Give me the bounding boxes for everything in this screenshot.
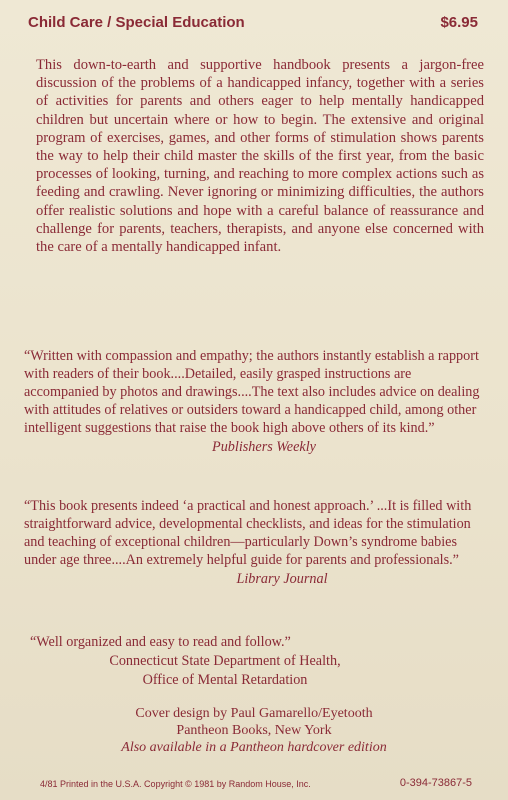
cover-footer	[40, 779, 472, 789]
review-source: Library Journal	[236, 571, 328, 587]
review-source-line-2: Office of Mental Retardation	[142, 672, 308, 688]
description-blurb: This down-to-earth and supportive handbook presents a jargon-free discussion of the problems of a handicapped infancy, together with a series of activities for parents and others eager to help mentally handicapped children but uncertain where or how to begin. The extensive and original program of exercises, games, and other forms of stimulation shows parents the way to help their child master the skills of the first year, from the basic processes of looking, turning, and reaching to more complex actions such as feeding and crawling. Never ignoring or minimizing difficulties, the authors offer realistic solutions and hope with a careful balance of reassurance and challenge for parents, teachers, therapists, and anyone else concerned with the care of a mentally handicapped infant.	[36, 57, 484, 256]
review-publishers-weekly	[24, 347, 480, 456]
review-source-line-1: Connecticut State Department of Health,	[109, 653, 341, 669]
review-quote: “Written with compassion and empathy; the authors instantly establish a rapport with readers of their book....Detailed, easily grasped instructions are accompanied by photos and drawings....The text also includes advice on dealing with attitudes of relatives or outsiders toward a handicapped child, among other intelligent suggestions that raise the book high above others of its kind.”	[24, 348, 480, 436]
cover-design-credit: Cover design by Paul Gamarello/Eyetooth	[135, 706, 373, 721]
review-library-journal	[24, 497, 480, 588]
price-label: $6.95	[440, 14, 478, 31]
review-source: Publishers Weekly	[212, 439, 316, 455]
review-quote: “Well organized and easy to read and follow.”	[30, 634, 291, 650]
review-quote: “This book presents indeed ‘a practical and honest approach.’ ...It is filled with straightforward advice, developmental checklists, and ideas for the stimulation and teaching of exceptional children—particularly Down’s syndrome babies under age three....An extremely helpful guide for parents and professionals.”	[24, 498, 472, 568]
hardcover-note: Also available in a Pantheon hardcover edition	[121, 740, 387, 755]
credits-block	[0, 705, 508, 756]
publisher-credit: Pantheon Books, New York	[176, 723, 332, 738]
review-connecticut	[30, 633, 410, 689]
cover-header	[28, 14, 478, 31]
isbn-number: 0-394-73867-5	[399, 777, 472, 789]
category-label: Child Care / Special Education	[28, 14, 245, 31]
print-info: 4/81 Printed in the U.S.A. Copyright © 1981 by Random House, Inc.	[40, 779, 311, 789]
